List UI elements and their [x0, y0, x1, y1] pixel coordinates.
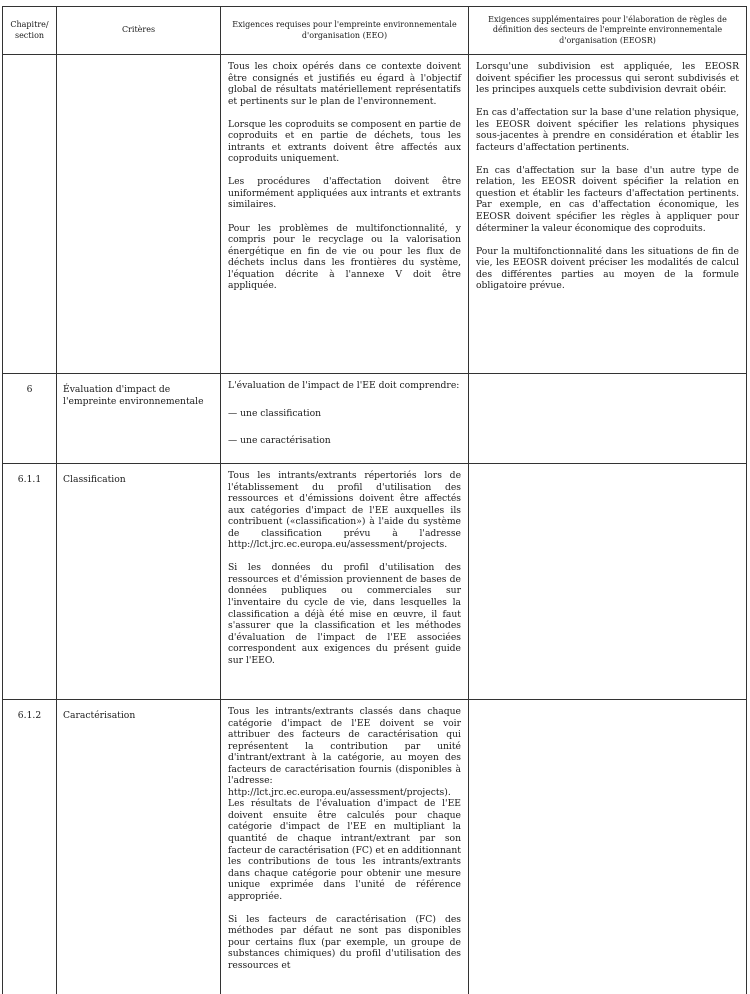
paragraph: Si les données du profil d'utilisation des ressources et d'émission proviennent de bases de données publiques ou commerciales sur l'inventaire du cycle de vie, dans lesquelles la classification a déjà été mise en œuvre, il faut s'assurer que la classification et les méthodes d'évaluation de l'impact de l'EE associées correspondent aux exigences du présent guide sur l'EEO. — [228, 562, 461, 666]
paragraph: Si les facteurs de caractérisation (FC) des méthodes par défaut ne sont pas disponibles pour certains flux (par exemple, un groupe de substances chimiques) du profil d'utilisation des ressources et — [228, 913, 461, 971]
paragraph: L'évaluation de l'impact de l'EE doit comprendre: — [228, 380, 460, 391]
row-criteria — [57, 55, 221, 374]
header-supplementary: Exigences supplémentaires pour l'élaboration de règles de définition des secteurs de l'empreinte environnementale d'organisation (EEOSR) — [469, 7, 747, 55]
paragraph: Lorsqu'une subdivision est appliquée, les EEOSR doivent spécifier les processus qui seront subdivisés et les principes auxquels cette subdivision devrait obéir. — [476, 61, 739, 96]
row-criteria: Évaluation d'impact de l'empreinte environnementale — [57, 374, 221, 464]
row-criteria: Caractérisation — [57, 700, 221, 994]
row-supplementary — [469, 700, 747, 994]
paragraph: Les procédures d'affectation doivent être uniformément appliquées aux intrants et extrants similaires. — [228, 176, 461, 211]
header-requirements: Exigences requises pour l'empreinte environnementale d'organisation (EEO) — [221, 7, 469, 55]
row-requirements — [221, 55, 469, 374]
list-item: — une caractérisation — [228, 435, 331, 447]
row-requirements — [221, 700, 469, 994]
paragraph: Tous les intrants/extrants répertoriés lors de l'établissement du profil d'utilisation des ressources et d'émissions doivent être affectés aux catégories d'impact de l'EE auxquelles ils contribuent («classification») à l'aide du système de classification prévu à l'adresse http://lct.jrc.ec.europa.eu/assessment/projects. — [228, 470, 461, 551]
row-chapter: 6 — [3, 374, 57, 464]
row-supplementary — [469, 464, 747, 700]
paragraph: Tous les intrants/extrants classés dans chaque catégorie d'impact de l'EE doivent se voir attribuer des facteurs de caractérisation qui représentent la contribution par unité d'intrant/extrant à la catégorie, au moyen des facteurs de caractérisation fournis (disponibles à l'adresse: http://lct.jrc.ec.europa.eu/assessment/projects). Les résultats de l'évaluation d'impact de l'EE doivent ensuite être calculés pour chaque catégorie d'impact de l'EE en multipliant la quantité de chaque intrant/extrant par son facteur de caractérisation (FC) et en additionnant les contributions de tous les intrants/extrants dans chaque catégorie pour obtenir une mesure unique exprimée dans l'unité de référence appropriée. — [228, 706, 461, 902]
header-chapter: Chapitre/ section — [3, 7, 57, 55]
paragraph: Pour la multifonctionnalité dans les situations de fin de vie, les EEOSR doivent préciser les modalités de calcul des différentes parties au moyen de la formule obligatoire prévue. — [476, 245, 739, 292]
row-chapter: 6.1.1 — [3, 464, 57, 700]
table-header-row — [3, 7, 747, 55]
row-chapter — [3, 55, 57, 374]
paragraph: Lorsque les coproduits se composent en partie de coproduits et en partie de déchets, tous les intrants et extrants doivent être affectés aux coproduits uniquement. — [228, 118, 461, 165]
requirements-table — [2, 6, 747, 994]
header-criteria: Critères — [57, 7, 221, 55]
paragraph: En cas d'affectation sur la base d'un autre type de relation, les EEOSR doivent spécifier la relation en question et établir les facteurs d'affectation pertinents. Par exemple, en cas d'affectation économique, les EEOSR doivent spécifier les règles à appliquer pour déterminer la valeur économique des coproduits. — [476, 164, 739, 234]
table-row — [3, 374, 747, 464]
paragraph: Pour les problèmes de multifonctionnalité, y compris pour le recyclage ou la valorisation énergétique en fin de vie ou pour les flux de déchets inclus dans les frontières du système, l'équation décrite à l'annexe V doit être appliquée. — [228, 222, 461, 292]
row-chapter: 6.1.2 — [3, 700, 57, 994]
table-row — [3, 464, 747, 700]
paragraph: En cas d'affectation sur la base d'une relation physique, les EEOSR doivent spécifier les relations physiques sous-jacentes à prendre en considération et établir les facteurs d'affectation pertinents. — [476, 107, 739, 153]
row-supplementary — [469, 55, 747, 374]
row-requirements — [221, 464, 469, 700]
table-row — [3, 700, 747, 994]
list-item: — une classification — [228, 407, 322, 419]
row-requirements — [221, 374, 469, 464]
paragraph: Tous les choix opérés dans ce contexte doivent être consignés et justifiés eu égard à l'objectif global de résultats matériellement représentatifs et pertinents sur le plan de l'environnement. — [228, 61, 461, 107]
row-criteria: Classification — [57, 464, 221, 700]
table-row — [3, 55, 747, 374]
row-supplementary — [469, 374, 747, 464]
